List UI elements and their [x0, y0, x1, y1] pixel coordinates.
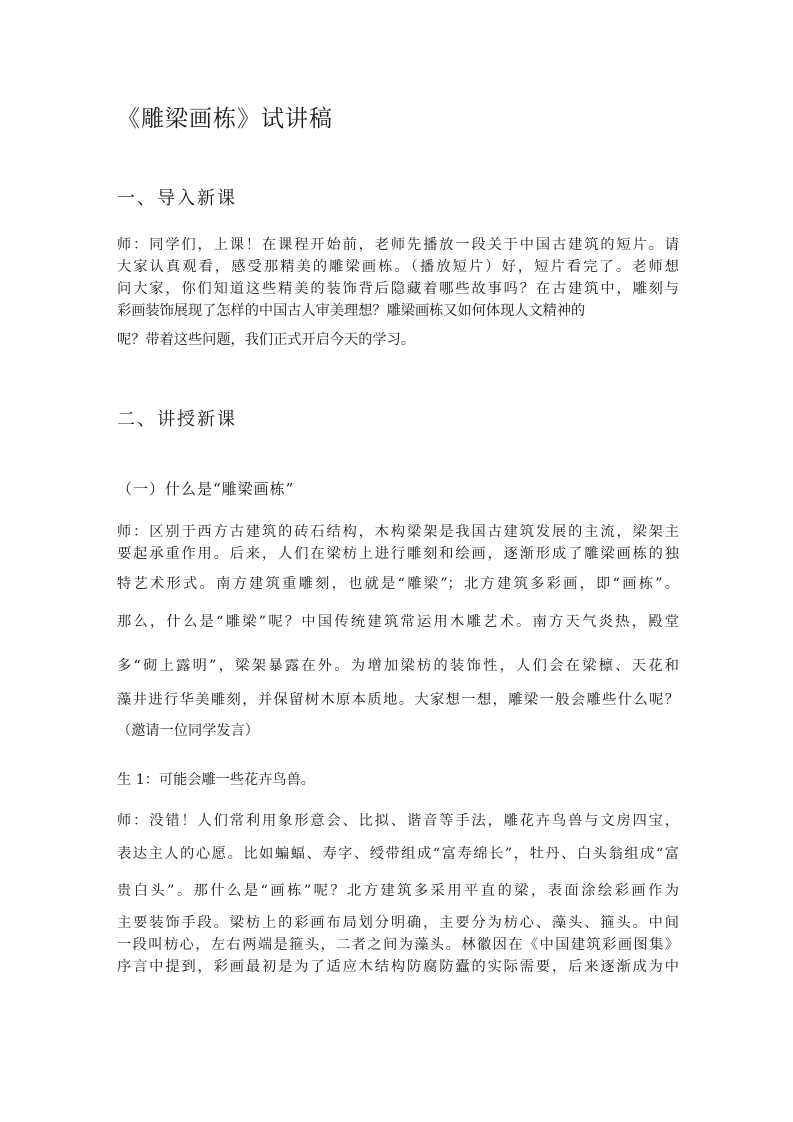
student-response: 生 1：可能会雕一些花卉鸟兽。: [117, 772, 315, 788]
paragraph-line: 问大家，你们知道这些精美的装饰背后隐藏着哪些故事吗？在古建筑中，雕刻与: [117, 281, 679, 297]
paragraph-line: 主要装饰手段。梁枋上的彩画布局划分明确，主要分为枋心、藻头、箍头。中间: [117, 915, 679, 931]
subsection-heading: （一）什么是“雕梁画栋”: [117, 480, 295, 498]
document-title: 《雕梁画栋》试讲稿: [117, 106, 333, 132]
paragraph-line: 特艺术形式。南方建筑重雕刻，也就是“雕梁”；北方建筑多彩画，即“画栋”。: [117, 576, 679, 592]
paragraph-line: 那么，什么是“雕梁”呢？中国传统建筑常运用木雕艺术。南方天气炎热，殿堂: [117, 614, 679, 630]
paragraph-line: 彩画装饰展现了怎样的中国古人审美理想？雕梁画栋又如何体现人文精神的: [117, 303, 586, 319]
paragraph-line: 师：同学们，上课！在课程开始前，老师先播放一段关于中国古建筑的短片。请: [117, 237, 679, 253]
paragraph-line: 师：区别于西方古建筑的砖石结构，木构梁架是我国古建筑发展的主流，梁架主: [117, 524, 679, 540]
paragraph-line: 呢？带着这些问题，我们正式开启今天的学习。: [117, 332, 415, 348]
paragraph-line: （邀请一位同学发言）: [117, 723, 259, 739]
paragraph-line: 序言中提到，彩画最初是为了适应木结构防腐防蠹的实际需要，后来逐渐成为中: [117, 959, 679, 975]
paragraph-line: 师：没错！人们常利用象形意会、比拟、谐音等手法，雕花卉鸟兽与文房四宝，: [117, 813, 679, 829]
paragraph-line: 要起承重作用。后来，人们在梁枋上进行雕刻和绘画，逐渐形成了雕梁画栋的独: [117, 546, 679, 562]
paragraph-line: 一段叫枋心，左右两端是箍头，二者之间为藻头。林徽因在《中国建筑彩画图集》: [117, 937, 679, 953]
section-heading-teaching: 二、讲授新课: [117, 409, 237, 430]
paragraph-line: 表达主人的心愿。比如蝙蝠、寿字、绶带组成“富寿绵长”，牡丹、白头翁组成“富: [117, 846, 679, 862]
section-heading-intro: 一、导入新课: [117, 188, 237, 209]
paragraph-line: 藻井进行华美雕刻，并保留树木原本质地。大家想一想，雕梁一般会雕些什么呢？: [117, 692, 679, 708]
paragraph-line: 贵白头”。那什么是“画栋”呢？北方建筑多采用平直的梁，表面涂绘彩画作为: [117, 883, 679, 899]
paragraph-line: 多“砌上露明”，梁架暴露在外。为增加梁枋的装饰性，人们会在梁檩、天花和: [117, 658, 679, 674]
paragraph-line: 大家认真观看，感受那精美的雕梁画栋。（播放短片）好，短片看完了。老师想: [117, 259, 679, 275]
